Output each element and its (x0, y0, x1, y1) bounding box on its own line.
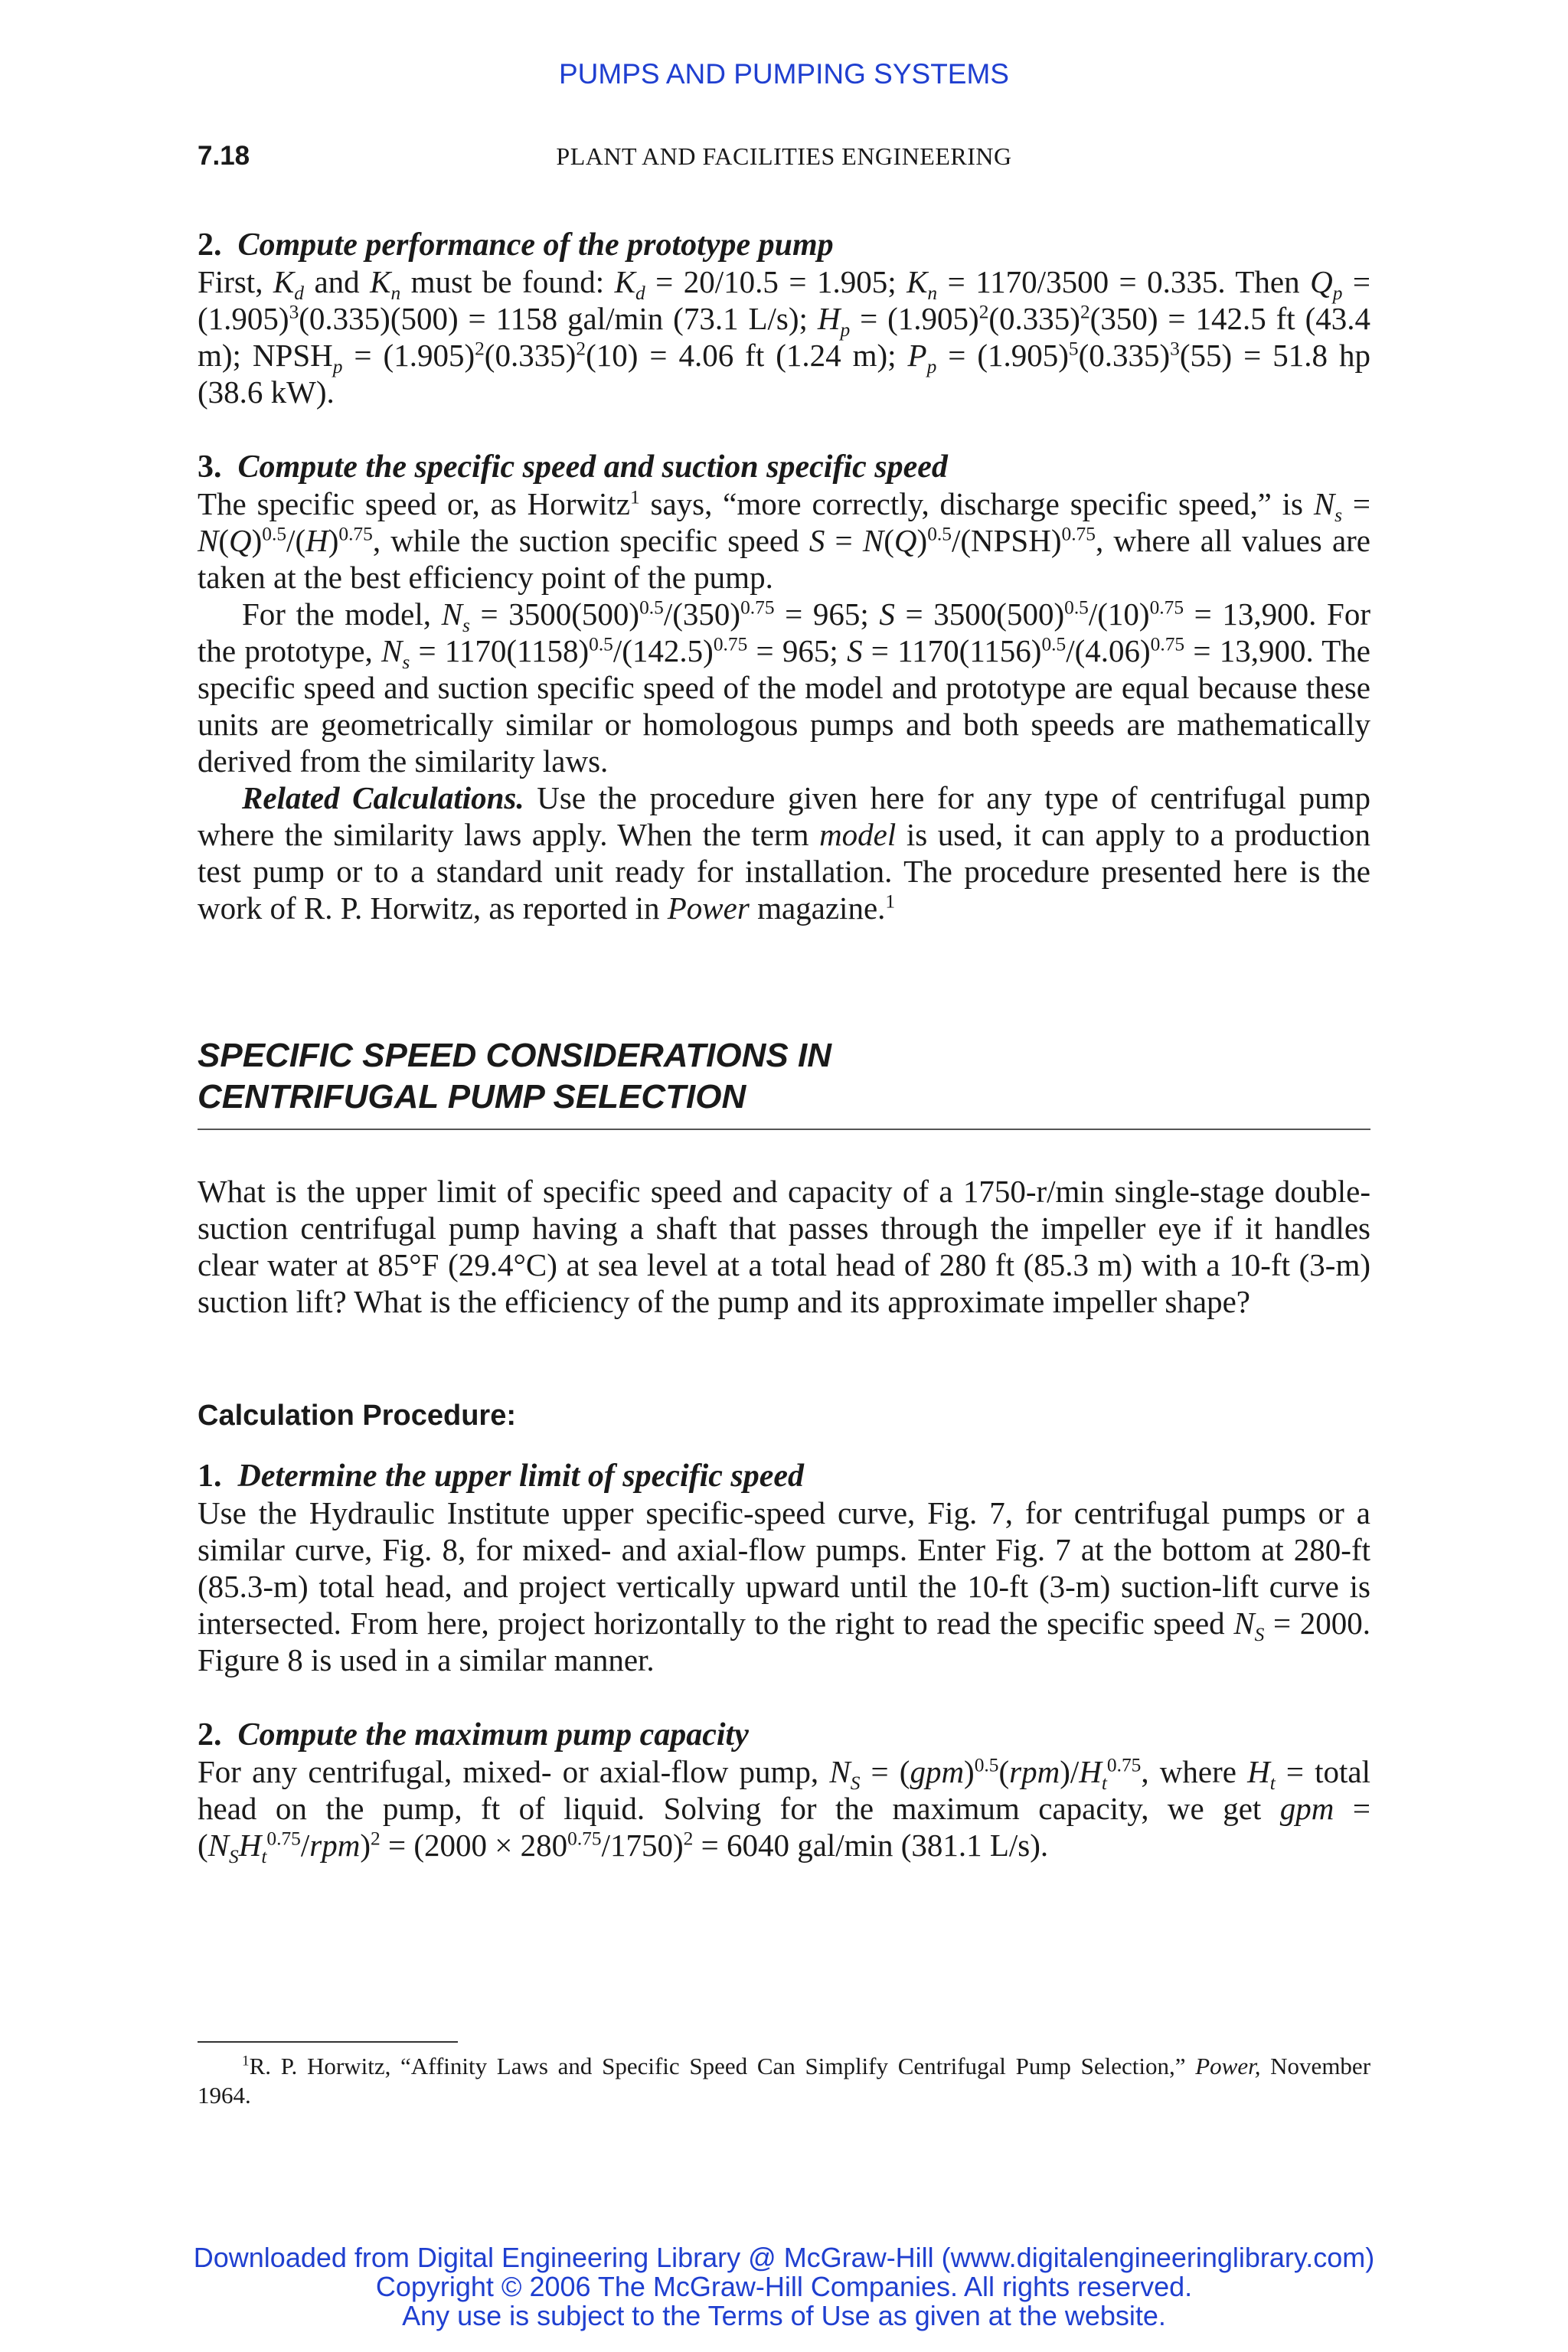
calculation-procedure-heading: Calculation Procedure: (198, 1400, 516, 1432)
book-title-header[interactable]: PUMPS AND PUMPING SYSTEMS (559, 58, 1009, 90)
copyright-footer (0, 2243, 1568, 2331)
section-intro-paragraph: What is the upper limit of specific speed and capacity of a 1750-r/min single-stage double-suction centrifugal pump having a shaft that passes through the impeller eye if it handles clear water at 85°F (29.4°C) at sea level at a total head of 280 ft (85.3 m) with a 10-ft (3-m) suction lift? What is the efficiency of the pump and its approximate impeller shape? (198, 1174, 1370, 1319)
footnote-reference[interactable]: 1 (885, 890, 896, 913)
related-calculations-paragraph: Related Calculations. Use the procedure given here for any type of centrifugal pump where the similarity laws apply. When the term model is used, it can apply to a production test pump or to a standard unit ready for installation. The procedure presented here is the work of R. P. Horwitz, as reported in Power magazine.$^1$ (198, 780, 1370, 926)
footnote: $^1$R. P. Horwitz, “Affinity Laws and Specific Speed Can Simplify Centrifugal Pump Selection,” Power, November 1964. (198, 2053, 1371, 2109)
step-2-paragraph: First, $K_d$ and $K_n$ must be found: $K_d = 20/10.5 = 1.905$; $K_n = 1170/3500 = 0.335$. Then $Q_p = (1.905)^3(0.335)(500) = 1158$ gal/min (73.1 L/s); $H_p = (1.905)^2(0.335)^2(350) = 142.5$ ft (43.4 m); $NPSH_p = (1.905)^2(0.335)^2(10) = 4.06$ ft (1.24 m); $P_p = (1.905)^5(0.335)^3(55) = 51.8$ hp (38.6 kW). (198, 264, 1371, 410)
copyright-line: Copyright © 2006 The McGraw-Hill Companies. All rights reserved. (375, 2271, 1193, 2302)
step-3-heading: 3. Compute the specific speed and suction specific speed (198, 449, 948, 485)
running-title: PLANT AND FACILITIES ENGINEERING (556, 142, 1012, 170)
page-number: 7.18 (198, 141, 250, 171)
procedure-step-2-paragraph: For any centrifugal, mixed- or axial-flow pump, $N_S = (gpm)^{0.5}(rpm)/H_t^{0.75}$, where $H_t$ = total head on the pump, ft of liquid. Solving for the maximum capacity, we get gpm = $(N_SH_t^{0.75}/rpm)^2 = (2000 \times 280^{0.75}/1750)^2 = 6040$ gal/min (381.1 L/s). (198, 1754, 1371, 1868)
terms-of-use-link[interactable]: Any use is subject to the Terms of Use as given at the website. (402, 2300, 1166, 2331)
running-head (198, 141, 1370, 176)
section-title-line-2: CENTRIFUGAL PUMP SELECTION (198, 1078, 746, 1116)
section-title-line-1: SPECIFIC SPEED CONSIDERATIONS IN (198, 1037, 831, 1074)
download-notice-link[interactable]: Downloaded from Digital Engineering Library @ McGraw-Hill (www.digitalengineeringlibrary.com) (193, 2242, 1375, 2273)
procedure-step-1-paragraph: Use the Hydraulic Institute upper specific-speed curve, Fig. 7, for centrifugal pumps or a similar curve, Fig. 8, for mixed- and axial-flow pumps. Enter Fig. 7 at the bottom at 280-ft (85.3-m) total head, and project vertically upward until the 10-ft (3-m) suction-lift curve is intersected. From here, project horizontally to the right to read the specific speed $N_S = 2000$. Figure 8 is used in a similar manner. (198, 1495, 1370, 1677)
procedure-step-1-heading: 1. Determine the upper limit of specific speed (198, 1459, 805, 1494)
page-body (198, 227, 1371, 1868)
step-2-heading: 2. Compute performance of the prototype pump (198, 227, 834, 263)
footnote-rule (198, 2041, 458, 2043)
step-3-paragraph-2: For the model, $N_s = 3500(500)^{0.5}/(350)^{0.75} = 965$; $S = 3500(500)^{0.5}/(10)^{0.75} = 13,900$. For the prototype, $N_s = 1170(1158)^{0.5}/(142.5)^{0.75} = 965$; $S = 1170(1156)^{0.5}/(4.06)^{0.75} = 13,900$. The specific speed and suction specific speed of the model and prototype are equal because these units are geometrically similar or homologous pumps and both speeds are mathematically derived from the similarity laws. (198, 596, 1371, 779)
procedure-step-2-heading: 2. Compute the maximum pump capacity (198, 1717, 749, 1753)
step-3-paragraph-1: The specific speed or, as Horwitz$^1$ says, “more correctly, discharge specific speed,” is $N_s = N(Q)^{0.5}/(H)^{0.75}$, while the suction specific speed $S = N(Q)^{0.5}/(NPSH)^{0.75}$, where all values are taken at the best efficiency point of the pump. (198, 486, 1371, 595)
